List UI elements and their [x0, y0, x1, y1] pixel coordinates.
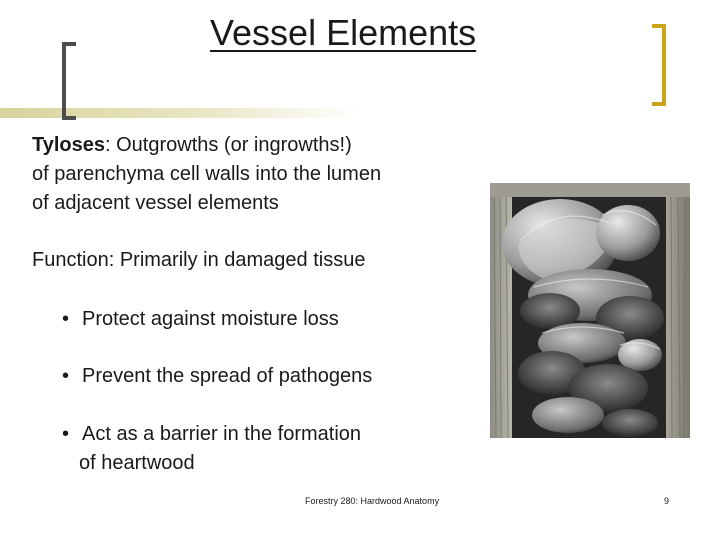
bullet-continuation: of heartwood [79, 452, 195, 474]
function-statement: Function: Primarily in damaged tissue [32, 249, 366, 271]
tyloses-definition [32, 131, 381, 218]
sem-micrograph-illustration [490, 183, 690, 438]
footer-page-number: 9 [664, 496, 670, 506]
left-bracket-decoration [62, 42, 76, 120]
bullet-item [62, 362, 372, 391]
bullet-dot: • [62, 308, 70, 330]
bullet-text: Act as a barrier in the formation [82, 423, 362, 445]
tyloses-definition-line1: : Outgrowths (or ingrowths!) [105, 134, 352, 156]
bullet-text: Protect against moisture loss [82, 308, 339, 330]
right-bracket-decoration [652, 24, 666, 106]
slide-title: Vessel Elements [210, 12, 477, 53]
bullet-dot: • [62, 365, 70, 387]
footer-course-title: Forestry 280: Hardwood Anatomy [305, 496, 440, 506]
tyloses-definition-line2: of parenchyma cell walls into the lumen [32, 163, 382, 185]
bullet-item [62, 420, 361, 478]
tyloses-definition-line3: of adjacent vessel elements [32, 192, 279, 214]
decorative-rule [0, 108, 360, 118]
bullet-item [62, 305, 339, 334]
tyloses-term: Tyloses [32, 134, 105, 156]
tyloses-micrograph [490, 183, 690, 438]
bullet-text: Prevent the spread of pathogens [82, 365, 373, 387]
bullet-dot: • [62, 423, 70, 445]
